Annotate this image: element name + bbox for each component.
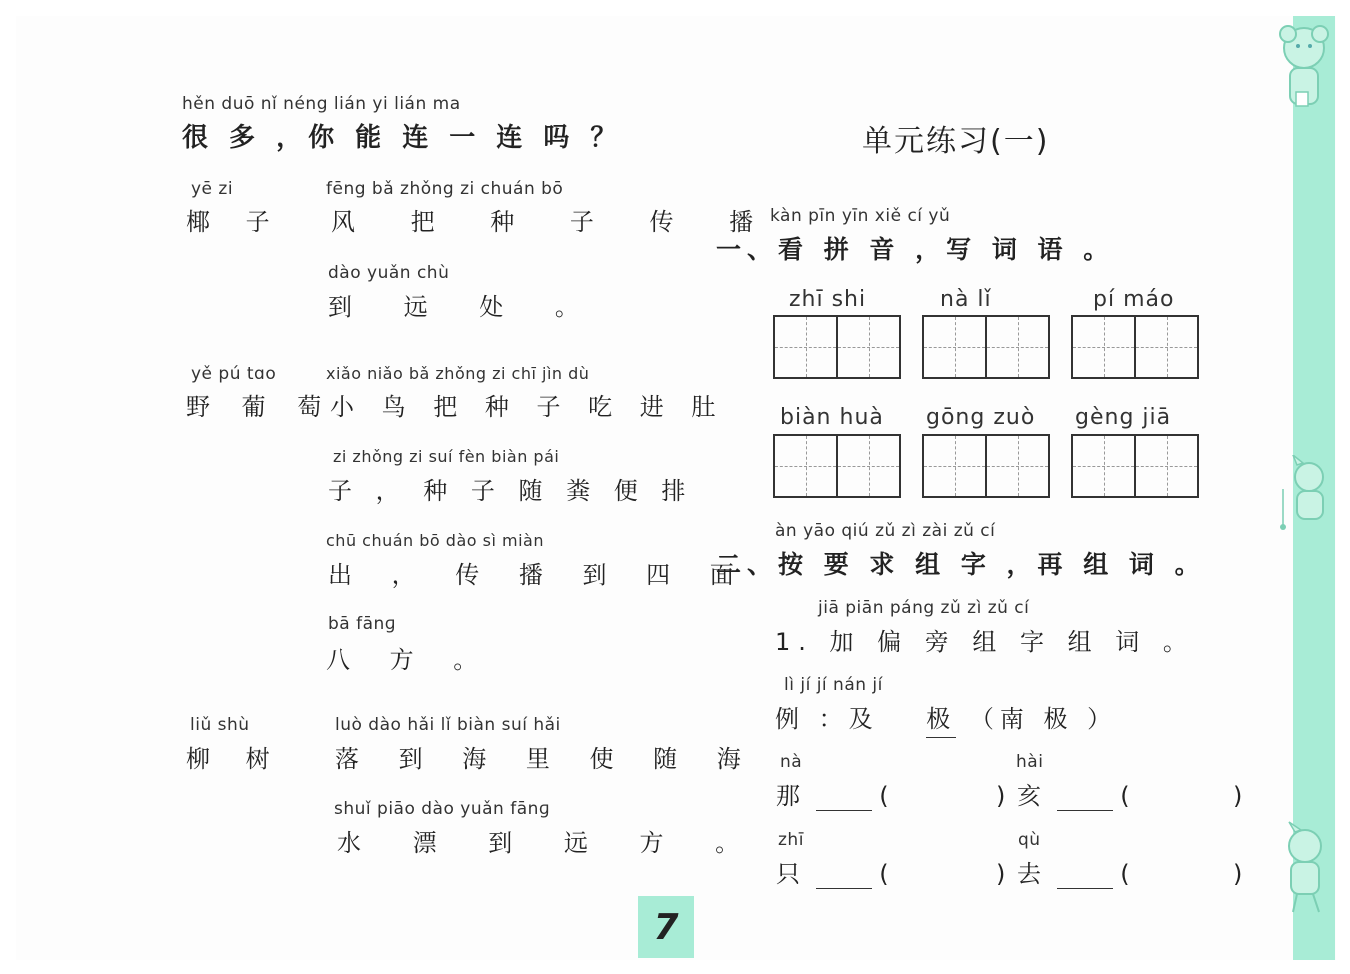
sentence-pinyin: shuǐ piāo dào yuǎn fānɡ xyxy=(334,799,551,819)
sentence-text: 风 把 种 子 传 播 xyxy=(331,208,778,236)
section2-pinyin: àn yāo qiú zǔ zì zài zǔ cí xyxy=(775,521,996,541)
writing-grid[interactable] xyxy=(922,315,1050,379)
sentence-text: 小 鸟 把 种 子 吃 进 肚 xyxy=(330,393,726,421)
example-prefix: 例 ：及 xyxy=(775,705,879,733)
row-pinyin: qù xyxy=(1018,830,1041,850)
row-char: 那 xyxy=(776,782,800,810)
paren-open: ( xyxy=(1120,782,1130,810)
paren-close: ) xyxy=(1232,860,1243,888)
paren-close: ) xyxy=(995,860,1006,888)
answer-blank[interactable] xyxy=(816,786,872,811)
sentence-pinyin: zi zhǒng zi suí fèn biàn pái xyxy=(333,447,560,466)
plant-name-pinyin: yě pú tɑo xyxy=(191,364,277,384)
example-pinyin: lì jí jí nán jí xyxy=(784,675,883,695)
writing-grid[interactable] xyxy=(1071,434,1199,498)
sentence-pinyin: luò dào hǎi lǐ biàn suí hǎi xyxy=(335,715,561,735)
section1-pinyin: kàn pīn yīn xiě cí yǔ xyxy=(770,206,951,226)
plant-name-pinyin: yē zi xyxy=(191,179,234,199)
page-title: 单元练习(一) xyxy=(862,124,1050,159)
sentence-pinyin: chū chuán bō dào sì miàn xyxy=(326,531,544,550)
paren-open: ( xyxy=(1120,860,1130,888)
section1-heading: 一、看 拼 音 ，写 词 语 。 xyxy=(716,235,1115,264)
example-line xyxy=(775,699,1117,734)
writing-grid[interactable] xyxy=(773,434,901,498)
row-pinyin: nà xyxy=(780,752,803,772)
word-pinyin: biàn huà xyxy=(780,405,884,430)
paren-open: ( xyxy=(879,860,889,888)
sentence-pinyin: fēng bǎ zhǒng zi chuán bō xyxy=(326,179,564,199)
intro-question: 很 多 ，你 能 连 一 连 吗 ？ xyxy=(182,123,623,153)
intro-pinyin: hěn duō nǐ néng lián yi lián ma xyxy=(182,94,461,114)
paren-close: ) xyxy=(1232,782,1243,810)
paren-close: ) xyxy=(995,782,1006,810)
sentence-text: 子 ， 种 子 随 粪 便 排 xyxy=(328,477,694,505)
paren-open: ( xyxy=(879,782,889,810)
sub1-pinyin: jiā piān páng zǔ zì zǔ cí xyxy=(818,598,1030,618)
sentence-pinyin: dào yuǎn chù xyxy=(328,263,450,283)
row-pinyin: hài xyxy=(1016,752,1044,772)
word-pinyin: gèng jiā xyxy=(1075,405,1172,430)
word-pinyin: pí máo xyxy=(1093,287,1175,312)
sentence-pinyin: xiǎo niǎo bǎ zhǒng zi chī jìn dù xyxy=(326,364,590,383)
plant-name: 野 葡 萄 xyxy=(186,393,334,421)
answer-blank[interactable] xyxy=(816,864,872,889)
cartoon-mascot-middle-icon xyxy=(1275,455,1335,535)
row-pinyin: zhī xyxy=(778,830,804,850)
writing-grid[interactable] xyxy=(773,315,901,379)
section2-heading: 二、按 要 求 组 字 ，再 组 词 。 xyxy=(716,550,1206,579)
exercise-row xyxy=(1017,854,1242,889)
sub1-heading: 1. 加 偏 旁 组 字 组 词 。 xyxy=(775,628,1195,656)
word-pinyin: zhī shi xyxy=(789,287,867,312)
row-char: 亥 xyxy=(1017,782,1041,810)
exercise-row xyxy=(776,776,1005,811)
sentence-text: 水 漂 到 远 方 。 xyxy=(337,829,762,857)
answer-blank[interactable] xyxy=(1057,864,1113,889)
row-char: 去 xyxy=(1017,860,1041,888)
plant-name: 椰 子 xyxy=(186,208,284,236)
cartoon-mascot-bottom-icon xyxy=(1275,820,1335,920)
cartoon-mascot-top-icon xyxy=(1268,18,1340,118)
page-number: 7 xyxy=(638,896,694,958)
plant-name: 柳 树 xyxy=(186,745,284,773)
sentence-text: 到 远 处 。 xyxy=(328,293,601,321)
exercise-row xyxy=(1017,776,1242,811)
writing-grid[interactable] xyxy=(922,434,1050,498)
plant-name-pinyin: liǔ shù xyxy=(190,715,250,735)
word-pinyin: nà lǐ xyxy=(940,287,992,312)
example-paren: （南 极 ） xyxy=(969,705,1118,733)
word-pinyin: gōng zuò xyxy=(926,405,1036,430)
writing-grid[interactable] xyxy=(1071,315,1199,379)
sentence-text: 落 到 海 里 使 随 海 xyxy=(335,745,757,773)
sentence-pinyin: bā fānɡ xyxy=(328,614,397,634)
answer-blank[interactable] xyxy=(1057,786,1113,811)
exercise-row xyxy=(776,854,1005,889)
sentence-text: 出 ， 传 播 到 四 面 xyxy=(328,561,750,589)
row-char: 只 xyxy=(776,860,800,888)
sentence-text: 八 方 。 xyxy=(326,646,494,674)
example-answer: 极 xyxy=(926,705,956,738)
